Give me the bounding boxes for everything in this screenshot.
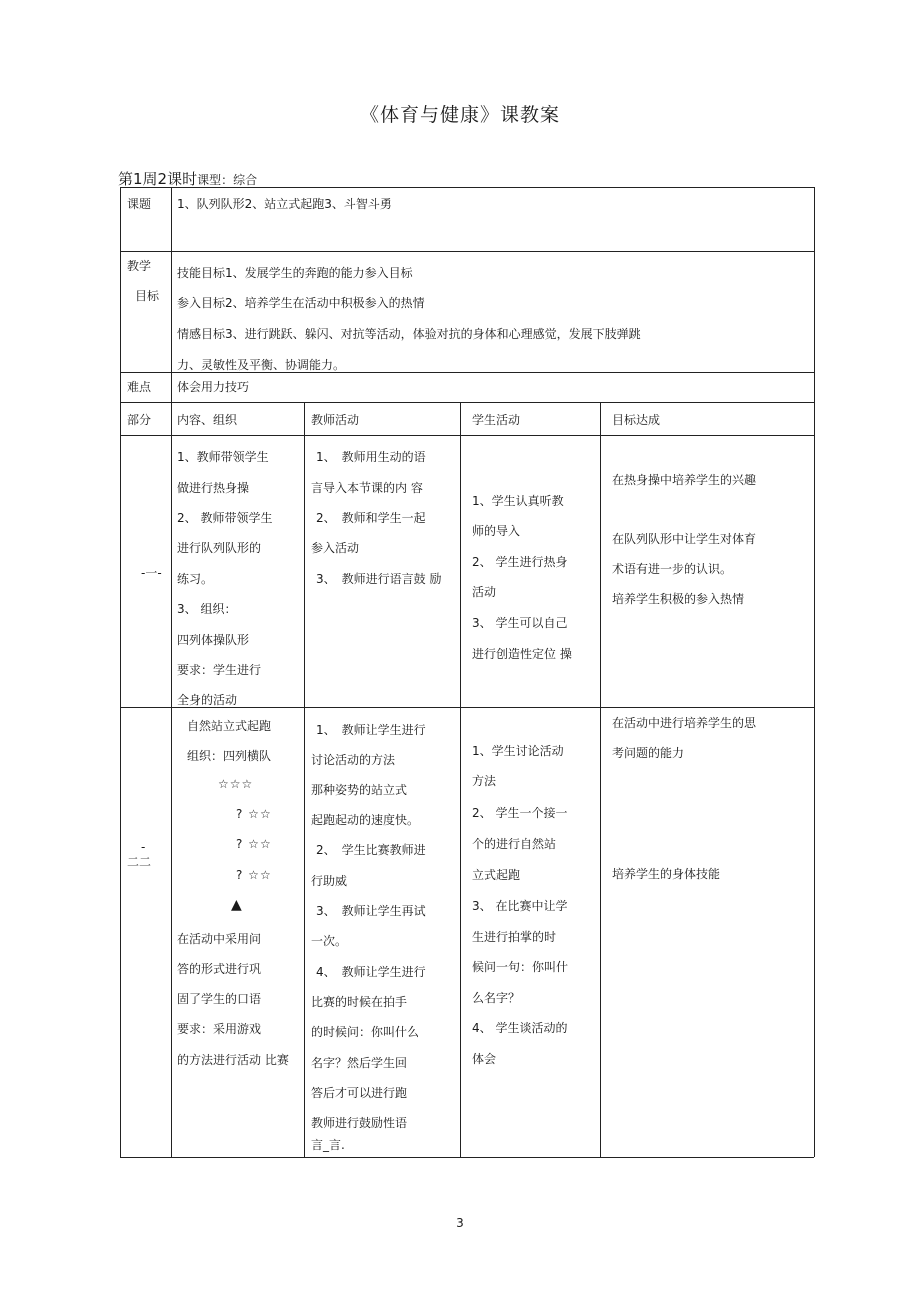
formation-row: ? ☆☆: [236, 837, 272, 851]
student-line: 个的进行自然站: [472, 837, 557, 851]
goal-line: 情感目标3、进行跳跃、躲闪、对抗等活动，体验对抗的身体和心理感觉，发展下肢弹跳: [177, 327, 641, 341]
goal-achieved-line: 培养学生的身体技能: [612, 867, 721, 881]
formation-row: ? ☆☆: [236, 807, 272, 821]
topic-label: 课题: [127, 197, 152, 211]
content-line: 要求：采用游戏: [177, 1022, 262, 1036]
page-number: 3: [456, 1216, 464, 1230]
content-line: 固了学生的口语: [177, 992, 262, 1006]
week-heading: [118, 168, 257, 189]
student-line: 活动: [472, 585, 497, 599]
student-line: 立式起跑: [472, 868, 521, 882]
content-line: 四列体操队形: [177, 633, 250, 647]
teacher-line: 3、 教师进行语言鼓 励: [316, 572, 442, 586]
teacher-line: 一次。: [311, 934, 348, 948]
goal-achieved-line: 培养学生积极的参入热情: [612, 592, 745, 606]
column-header: 目标达成: [612, 413, 661, 427]
table-rule: [120, 251, 814, 252]
table-rule: [460, 402, 461, 1157]
table-rule: [171, 187, 172, 1157]
table-rule: [120, 187, 121, 1157]
student-line: 师的导入: [472, 524, 521, 538]
student-line: 3、 学生可以自己: [472, 616, 568, 630]
goals-label: 教学: [127, 259, 152, 273]
table-rule: [814, 187, 815, 1157]
student-line: 4、 学生谈活动的: [472, 1021, 568, 1035]
student-line: 方法: [472, 774, 497, 788]
content-line: 自然站立式起跑: [187, 719, 272, 733]
content-line: 3、 组织：: [177, 602, 237, 616]
teacher-line: 言_言.: [311, 1138, 345, 1152]
week-period: 第1周2课时: [118, 170, 198, 188]
teacher-triangle-icon: ▲: [231, 897, 242, 913]
content-line: 组织：四列横队: [187, 749, 272, 763]
student-line: 么名字？: [472, 991, 521, 1005]
column-header: 学生活动: [472, 413, 521, 427]
content-line: 进行队列队形的: [177, 541, 262, 555]
teacher-line: 起跑起动的速度快。: [311, 813, 420, 827]
teacher-line: 1、 教师用生动的语: [316, 450, 426, 464]
table-rule: [120, 1157, 814, 1158]
student-line: 1、学生认真听教: [472, 494, 564, 508]
column-header: 内容、组织: [177, 413, 238, 427]
content-line: 要求：学生进行: [177, 663, 262, 677]
table-rule: [600, 402, 601, 1157]
student-line: 进行创造性定位 操: [472, 647, 572, 661]
goal-achieved-line: 术语有进一步的认识。: [612, 562, 733, 576]
student-line: 2、 学生一个接一: [472, 806, 568, 820]
table-rule: [304, 402, 305, 1157]
goal-line: 技能目标1、发展学生的奔跑的能力参入目标: [177, 266, 413, 280]
difficulty-text: 体会用力技巧: [177, 380, 250, 394]
content-line: 的方法进行活动 比赛: [177, 1053, 289, 1067]
document-title: 《体育与健康》课教案: [359, 104, 560, 126]
part-label: 二二: [127, 855, 152, 869]
student-line: 2、 学生进行热身: [472, 555, 568, 569]
teacher-line: 讨论活动的方法: [311, 753, 396, 767]
teacher-line: 言导入本节课的内 容: [311, 481, 423, 495]
column-header: 教师活动: [311, 413, 360, 427]
content-line: 做进行热身操: [177, 481, 250, 495]
table-rule: [120, 187, 814, 188]
table-rule: [120, 402, 814, 403]
teacher-line: 那种姿势的站立式: [311, 783, 408, 797]
table-rule: [120, 435, 814, 436]
student-line: 体会: [472, 1052, 497, 1066]
teacher-line: 教师进行鼓励性语: [311, 1116, 408, 1130]
teacher-line: 2、 教师和学生一起: [316, 511, 426, 525]
goal-achieved-line: 在队列队形中让学生对体育: [612, 532, 757, 546]
content-line: 在活动中采用问: [177, 932, 262, 946]
content-line: 全身的活动: [177, 693, 238, 707]
teacher-line: 名字？然后学生回: [311, 1056, 408, 1070]
goal-achieved-line: 在活动中进行培养学生的思: [612, 716, 757, 730]
goal-line: 参入目标2、培养学生在活动中积极参入的热情: [177, 296, 425, 310]
teacher-line: 答后才可以进行跑: [311, 1086, 408, 1100]
goal-achieved-line: 在热身操中培养学生的兴趣: [612, 473, 757, 487]
teacher-line: 的时候问：你叫什么: [311, 1025, 420, 1039]
part-label: -一-: [141, 566, 162, 580]
lesson-type: 课型：综合: [197, 173, 258, 187]
content-line: 答的形式进行巩: [177, 962, 262, 976]
teacher-line: 行助威: [311, 874, 348, 888]
student-line: 3、 在比赛中让学: [472, 899, 568, 913]
student-line: 生进行拍掌的时: [472, 930, 557, 944]
student-line: 候问一句：你叫什: [472, 960, 569, 974]
difficulty-label: 难点: [127, 380, 152, 394]
goal-achieved-line: 考问题的能力: [612, 746, 685, 760]
formation-row: ☆☆☆: [218, 777, 254, 791]
content-line: 1、教师带领学生: [177, 450, 269, 464]
teacher-line: 比赛的时候在拍手: [311, 995, 408, 1009]
part-label: -: [141, 840, 146, 854]
content-line: 练习。: [177, 572, 214, 586]
teacher-line: 3、 教师让学生再试: [316, 904, 426, 918]
formation-row: ? ☆☆: [236, 868, 272, 882]
goals-label: 目标: [135, 289, 160, 303]
topic-text: 1、队列队形2、站立式起跑3、斗智斗勇: [177, 197, 392, 211]
teacher-line: 2、 学生比赛教师进: [316, 843, 426, 857]
teacher-line: 1、 教师让学生进行: [316, 723, 426, 737]
goal-line: 力、灵敏性及平衡、协调能力。: [177, 358, 346, 372]
student-line: 1、学生讨论活动: [472, 744, 564, 758]
column-header: 部分: [127, 413, 152, 427]
content-line: 2、 教师带领学生: [177, 511, 273, 525]
teacher-line: 参入活动: [311, 541, 360, 555]
teacher-line: 4、 教师让学生进行: [316, 965, 426, 979]
